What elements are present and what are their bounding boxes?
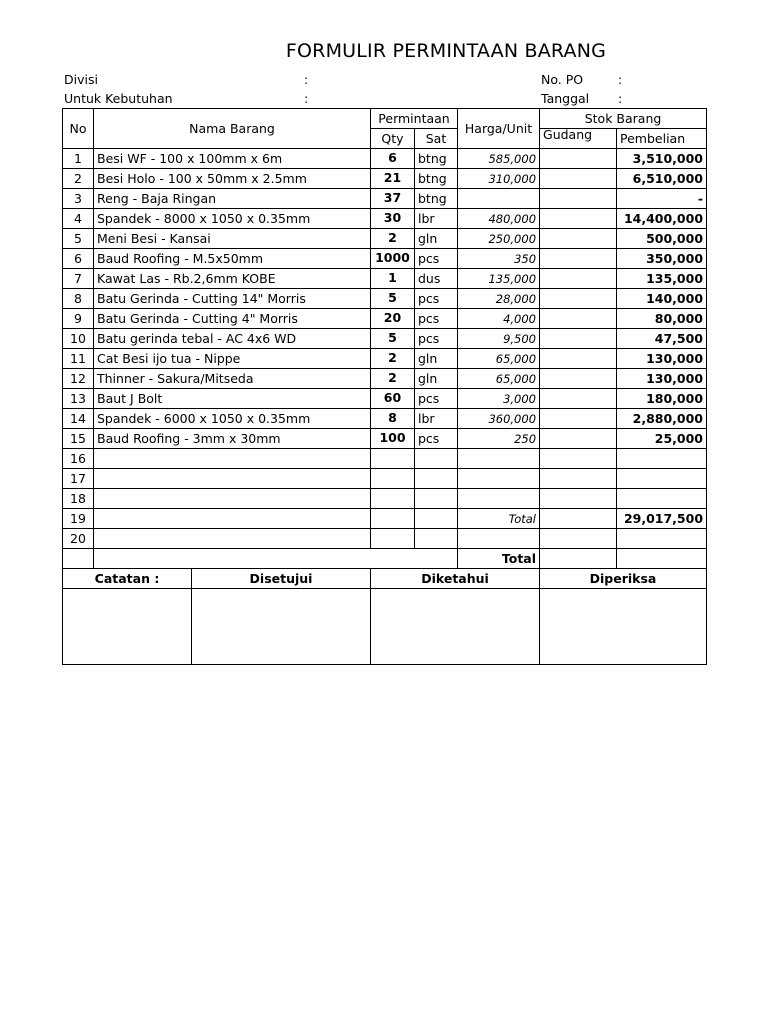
row-no: 15 (63, 429, 94, 449)
total-row (63, 549, 707, 569)
row-no: 10 (63, 329, 94, 349)
row-no: 16 (63, 449, 94, 469)
row-no: 12 (63, 369, 94, 389)
row-no: 7 (63, 269, 94, 289)
total-pembelian-cell (617, 549, 707, 569)
row-pembelian[interactable]: - (617, 189, 707, 209)
row-sat[interactable] (415, 509, 458, 529)
row-qty[interactable]: 5 (371, 329, 415, 349)
row-sat[interactable]: gln (415, 229, 458, 249)
table-row (63, 189, 707, 209)
row-no: 8 (63, 289, 94, 309)
row-qty[interactable] (371, 529, 415, 549)
row-qty[interactable]: 2 (371, 229, 415, 249)
row-no: 6 (63, 249, 94, 269)
row-harga[interactable]: 9,500 (458, 329, 540, 349)
row-harga[interactable]: 585,000 (458, 149, 540, 169)
diperiksa-signature-box[interactable] (540, 589, 707, 665)
table-row (63, 209, 707, 229)
row-pembelian[interactable] (617, 529, 707, 549)
row-pembelian[interactable] (617, 469, 707, 489)
row-gudang[interactable] (540, 149, 617, 169)
row-harga[interactable]: 360,000 (458, 409, 540, 429)
row-qty[interactable]: 60 (371, 389, 415, 409)
row-gudang[interactable] (540, 169, 617, 189)
row-pembelian[interactable]: 80,000 (617, 309, 707, 329)
row-nama-barang[interactable]: Batu Gerinda - Cutting 14" Morris (94, 289, 371, 309)
row-qty[interactable]: 1000 (371, 249, 415, 269)
row-harga[interactable]: 250,000 (458, 229, 540, 249)
row-pembelian[interactable]: 3,510,000 (617, 149, 707, 169)
row-pembelian[interactable]: 500,000 (617, 229, 707, 249)
row-nama-barang[interactable]: Baud Roofing - 3mm x 30mm (94, 429, 371, 449)
table-row (63, 229, 707, 249)
table-row (63, 409, 707, 429)
row-qty[interactable] (371, 449, 415, 469)
row-pembelian[interactable]: 130,000 (617, 349, 707, 369)
row-nama-barang[interactable]: Thinner - Sakura/Mitseda (94, 369, 371, 389)
table-row (63, 489, 707, 509)
table-row (63, 289, 707, 309)
row-sat[interactable]: gln (415, 349, 458, 369)
total-label: Total (458, 549, 540, 569)
row-no: 13 (63, 389, 94, 409)
row-harga[interactable] (458, 529, 540, 549)
table-row (63, 169, 707, 189)
row-sat[interactable] (415, 469, 458, 489)
row-nama-barang[interactable]: Batu gerinda tebal - AC 4x6 WD (94, 329, 371, 349)
disetujui-label: Disetujui (192, 569, 371, 589)
col-sat-header: Sat (415, 129, 458, 149)
row-sat[interactable]: pcs (415, 249, 458, 269)
row-pembelian[interactable]: 350,000 (617, 249, 707, 269)
row-nama-barang[interactable]: Baut J Bolt (94, 389, 371, 409)
row-no: 11 (63, 349, 94, 369)
row-nama-barang[interactable] (94, 529, 371, 549)
row-gudang[interactable] (540, 229, 617, 249)
row-harga[interactable]: 65,000 (458, 369, 540, 389)
row-harga[interactable]: 65,000 (458, 349, 540, 369)
tanggal-colon: : (618, 91, 623, 106)
total-row-empty-no (63, 549, 94, 569)
request-table (62, 108, 707, 665)
row-harga[interactable]: 28,000 (458, 289, 540, 309)
row-harga[interactable]: 350 (458, 249, 540, 269)
diketahui-label: Diketahui (371, 569, 540, 589)
row-no: 19 (63, 509, 94, 529)
col-gudang-header: Gudang (540, 129, 617, 149)
table-row (63, 429, 707, 449)
table-row (63, 349, 707, 369)
row-pembelian[interactable]: 29,017,500 (617, 509, 707, 529)
col-pembelian-header: Pembelian (617, 129, 707, 149)
row-pembelian[interactable]: 180,000 (617, 389, 707, 409)
row-no: 2 (63, 169, 94, 189)
col-no-header: No (63, 109, 94, 149)
row-pembelian[interactable]: 6,510,000 (617, 169, 707, 189)
row-gudang[interactable] (540, 349, 617, 369)
row-sat[interactable]: gln (415, 369, 458, 389)
untuk-kebutuhan-colon: : (304, 91, 309, 106)
row-gudang[interactable] (540, 189, 617, 209)
row-no: 18 (63, 489, 94, 509)
col-permintaan-header: Permintaan (371, 109, 458, 129)
row-nama-barang[interactable]: Spandek - 8000 x 1050 x 0.35mm (94, 209, 371, 229)
row-qty[interactable]: 8 (371, 409, 415, 429)
row-nama-barang[interactable]: Besi Holo - 100 x 50mm x 2.5mm (94, 169, 371, 189)
row-sat[interactable]: pcs (415, 429, 458, 449)
row-harga[interactable] (458, 189, 540, 209)
row-nama-barang[interactable]: Meni Besi - Kansai (94, 229, 371, 249)
row-gudang[interactable] (540, 469, 617, 489)
row-nama-barang[interactable]: Kawat Las - Rb.2,6mm KOBE (94, 269, 371, 289)
row-harga[interactable]: 3,000 (458, 389, 540, 409)
row-harga[interactable] (458, 489, 540, 509)
col-harga-header: Harga/Unit (458, 109, 540, 149)
table-row (63, 369, 707, 389)
table-row (63, 529, 707, 549)
row-qty[interactable] (371, 489, 415, 509)
row-nama-barang[interactable]: Reng - Baja Ringan (94, 189, 371, 209)
row-sat[interactable]: btng (415, 169, 458, 189)
table-row (63, 469, 707, 489)
col-nama-header: Nama Barang (94, 109, 371, 149)
row-sat[interactable]: pcs (415, 289, 458, 309)
catatan-box[interactable] (63, 589, 192, 665)
row-gudang[interactable] (540, 529, 617, 549)
row-no: 4 (63, 209, 94, 229)
row-gudang[interactable] (540, 509, 617, 529)
row-nama-barang[interactable]: Spandek - 6000 x 1050 x 0.35mm (94, 409, 371, 429)
row-sat[interactable]: dus (415, 269, 458, 289)
row-harga[interactable]: 250 (458, 429, 540, 449)
row-gudang[interactable] (540, 209, 617, 229)
table-row (63, 249, 707, 269)
row-sat[interactable]: pcs (415, 329, 458, 349)
row-nama-barang[interactable] (94, 509, 371, 529)
row-qty[interactable]: 1 (371, 269, 415, 289)
row-gudang[interactable] (540, 369, 617, 389)
row-gudang[interactable] (540, 489, 617, 509)
row-harga[interactable]: 480,000 (458, 209, 540, 229)
divisi-colon: : (304, 72, 309, 87)
table-row (63, 269, 707, 289)
row-nama-barang[interactable]: Batu Gerinda - Cutting 4" Morris (94, 309, 371, 329)
diketahui-signature-box[interactable] (371, 589, 540, 665)
row-nama-barang[interactable]: Cat Besi ijo tua - Nippe (94, 349, 371, 369)
row-sat[interactable]: pcs (415, 389, 458, 409)
row-sat[interactable]: btng (415, 189, 458, 209)
row-no: 17 (63, 469, 94, 489)
col-qty-header: Qty (371, 129, 415, 149)
row-no: 20 (63, 529, 94, 549)
table-row (63, 389, 707, 409)
form-title: FORMULIR PERMINTAAN BARANG (285, 40, 607, 62)
row-qty[interactable]: 100 (371, 429, 415, 449)
col-stok-header: Stok Barang (540, 109, 707, 129)
row-no: 9 (63, 309, 94, 329)
row-pembelian[interactable] (617, 489, 707, 509)
row-harga[interactable]: 135,000 (458, 269, 540, 289)
row-harga[interactable]: 310,000 (458, 169, 540, 189)
row-qty[interactable]: 37 (371, 189, 415, 209)
table-row (63, 509, 707, 529)
row-qty[interactable]: 2 (371, 369, 415, 389)
row-harga[interactable]: 4,000 (458, 309, 540, 329)
row-no: 1 (63, 149, 94, 169)
table-row (63, 449, 707, 469)
row-nama-barang[interactable] (94, 449, 371, 469)
signature-row (63, 589, 707, 665)
row-sat[interactable] (415, 449, 458, 469)
row-pembelian[interactable]: 130,000 (617, 369, 707, 389)
row-pembelian[interactable] (617, 449, 707, 469)
header-row (63, 109, 707, 129)
no-po-label: No. PO (541, 72, 584, 87)
row-no: 3 (63, 189, 94, 209)
row-qty[interactable]: 5 (371, 289, 415, 309)
footer-label-row (63, 569, 707, 589)
row-qty[interactable]: 20 (371, 309, 415, 329)
row-qty[interactable]: 21 (371, 169, 415, 189)
row-sat[interactable]: btng (415, 149, 458, 169)
row-qty[interactable] (371, 469, 415, 489)
row-pembelian[interactable]: 25,000 (617, 429, 707, 449)
row-sat[interactable]: lbr (415, 209, 458, 229)
row-qty[interactable]: 30 (371, 209, 415, 229)
row-pembelian[interactable]: 140,000 (617, 289, 707, 309)
row-gudang[interactable] (540, 249, 617, 269)
row-sat[interactable] (415, 489, 458, 509)
row-gudang[interactable] (540, 289, 617, 309)
table-row (63, 309, 707, 329)
row-harga[interactable] (458, 469, 540, 489)
tanggal-label: Tanggal (541, 91, 590, 106)
row-pembelian[interactable]: 135,000 (617, 269, 707, 289)
row-gudang[interactable] (540, 429, 617, 449)
row-qty[interactable] (371, 509, 415, 529)
row-nama-barang[interactable]: Baud Roofing - M.5x50mm (94, 249, 371, 269)
row-sat[interactable]: pcs (415, 309, 458, 329)
disetujui-signature-box[interactable] (192, 589, 371, 665)
total-gudang-cell (540, 549, 617, 569)
row-sat[interactable] (415, 529, 458, 549)
untuk-kebutuhan-label: Untuk Kebutuhan (64, 91, 173, 106)
row-nama-barang[interactable]: Besi WF - 100 x 100mm x 6m (94, 149, 371, 169)
diperiksa-label: Diperiksa (540, 569, 707, 589)
table-row (63, 149, 707, 169)
row-nama-barang[interactable] (94, 469, 371, 489)
no-po-colon: : (618, 72, 623, 87)
table-row (63, 329, 707, 349)
row-harga[interactable]: Total (458, 509, 540, 529)
catatan-label: Catatan : (63, 569, 192, 589)
row-no: 14 (63, 409, 94, 429)
row-gudang[interactable] (540, 269, 617, 289)
row-gudang[interactable] (540, 309, 617, 329)
row-qty[interactable]: 6 (371, 149, 415, 169)
total-row-empty-span (94, 549, 458, 569)
row-gudang[interactable] (540, 329, 617, 349)
divisi-label: Divisi (64, 72, 98, 87)
row-gudang[interactable] (540, 389, 617, 409)
row-sat[interactable]: lbr (415, 409, 458, 429)
row-qty[interactable]: 2 (371, 349, 415, 369)
row-pembelian[interactable]: 2,880,000 (617, 409, 707, 429)
row-gudang[interactable] (540, 449, 617, 469)
row-pembelian[interactable]: 47,500 (617, 329, 707, 349)
row-gudang[interactable] (540, 409, 617, 429)
row-nama-barang[interactable] (94, 489, 371, 509)
row-no: 5 (63, 229, 94, 249)
row-harga[interactable] (458, 449, 540, 469)
row-pembelian[interactable]: 14,400,000 (617, 209, 707, 229)
